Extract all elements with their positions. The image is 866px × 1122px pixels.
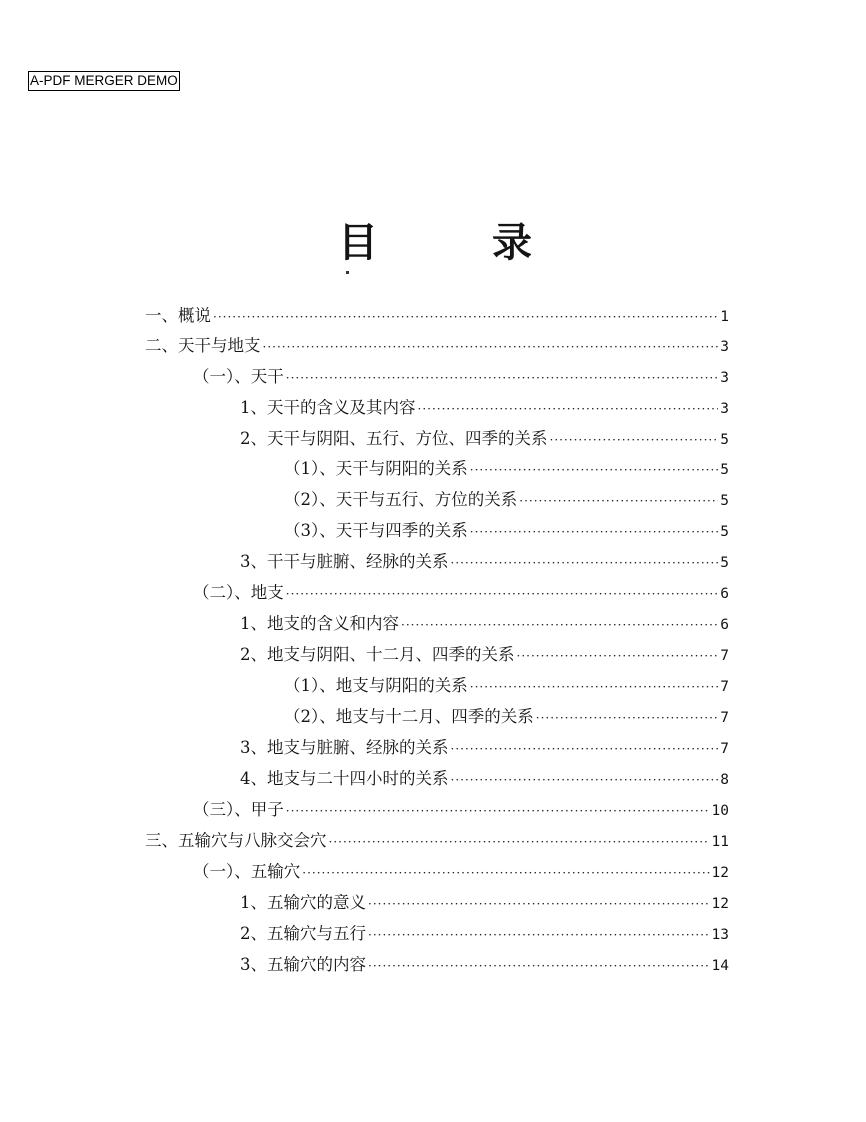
toc-entry-page: 8 bbox=[720, 772, 729, 788]
toc-entry-page: 3 bbox=[720, 401, 729, 417]
toc-leader-dots bbox=[286, 797, 710, 825]
toc-entry-text: （2）、地支与十二月、四季的关系 bbox=[284, 707, 534, 726]
toc-entry-text: 2、天干与阴阳、五行、方位、四季的关系 bbox=[240, 429, 548, 448]
toc-entry-text: （1）、天干与阴阳的关系 bbox=[284, 459, 468, 478]
toc-entry-page: 11 bbox=[711, 834, 729, 850]
toc-leader-dots bbox=[470, 456, 719, 484]
toc-leader-dots bbox=[286, 580, 719, 608]
toc-leader-dots bbox=[451, 766, 719, 794]
toc-entry-page: 3 bbox=[720, 339, 729, 355]
toc-entry-text: （2）、天干与五行、方位的关系 bbox=[284, 490, 518, 509]
toc-entry-text: （一）、五输穴 bbox=[193, 862, 301, 881]
toc-entry-page: 12 bbox=[711, 865, 729, 881]
toc-entry[interactable] bbox=[284, 672, 729, 700]
toc-entry-page: 7 bbox=[720, 679, 729, 695]
toc-entry-text: （一）、天干 bbox=[193, 367, 284, 386]
toc-leader-dots bbox=[329, 828, 710, 856]
toc-entry-page: 7 bbox=[720, 710, 729, 726]
toc-entry[interactable] bbox=[240, 425, 729, 453]
toc-entry[interactable] bbox=[193, 796, 729, 824]
toc-leader-dots bbox=[368, 890, 710, 918]
toc-entry-text: 2、五输穴与五行 bbox=[240, 924, 366, 943]
toc-entry-text: 3、五输穴的内容 bbox=[240, 955, 366, 974]
toc-entry-page: 5 bbox=[720, 462, 729, 478]
toc-entry[interactable] bbox=[193, 363, 729, 391]
toc-entry-text: 4、地支与二十四小时的关系 bbox=[240, 769, 449, 788]
toc-leader-dots bbox=[536, 704, 719, 732]
toc-leader-dots bbox=[368, 921, 710, 949]
toc-entry-text: 3、地支与脏腑、经脉的关系 bbox=[240, 738, 449, 757]
toc-entry-text: 1、天干的含义及其内容 bbox=[240, 398, 416, 417]
toc-entry-page: 12 bbox=[711, 896, 729, 912]
toc-entry-text: （3）、天干与四季的关系 bbox=[284, 521, 468, 540]
toc-entry-text: 2、地支与阴阳、十二月、四季的关系 bbox=[240, 645, 515, 664]
toc-entry[interactable] bbox=[240, 734, 729, 762]
toc-leader-dots bbox=[451, 735, 719, 763]
toc-entry-text: 一、概说 bbox=[145, 306, 211, 325]
toc-entry-page: 5 bbox=[720, 493, 729, 509]
toc-leader-dots bbox=[418, 395, 719, 423]
toc-entry-text: 二、天干与地支 bbox=[145, 336, 261, 355]
toc-leader-dots bbox=[286, 364, 719, 392]
toc-entry-text: 1、地支的含义和内容 bbox=[240, 614, 399, 633]
toc-entry[interactable] bbox=[240, 610, 729, 638]
toc-leader-dots bbox=[263, 333, 719, 361]
toc-leader-dots bbox=[302, 859, 709, 887]
toc-leader-dots bbox=[517, 642, 719, 670]
toc-entry-page: 13 bbox=[711, 927, 729, 943]
toc-leader-dots bbox=[401, 611, 718, 639]
toc-entry-page: 5 bbox=[720, 432, 729, 448]
toc-entry[interactable] bbox=[240, 548, 729, 576]
toc-entry[interactable] bbox=[284, 703, 729, 731]
toc-entry-page: 10 bbox=[711, 803, 729, 819]
title-char-left: 目 bbox=[338, 219, 378, 266]
toc-entry[interactable] bbox=[284, 517, 729, 545]
toc-entry[interactable] bbox=[284, 486, 729, 514]
toc-entry-page: 7 bbox=[720, 741, 729, 757]
toc-entry-text: （1）、地支与阴阳的关系 bbox=[284, 676, 468, 695]
toc-entry-page: 5 bbox=[720, 524, 729, 540]
toc-entry-page: 6 bbox=[720, 586, 729, 602]
toc-entry[interactable] bbox=[193, 858, 729, 886]
toc-entry[interactable] bbox=[240, 765, 729, 793]
toc-entry-page: 7 bbox=[720, 648, 729, 664]
title-char-right: 录 bbox=[492, 219, 532, 266]
toc-leader-dots bbox=[470, 673, 719, 701]
toc-entry[interactable] bbox=[145, 302, 729, 330]
toc-entry-text: 三、五输穴与八脉交会穴 bbox=[145, 831, 327, 850]
watermark-label: A-PDF MERGER DEMO bbox=[28, 71, 180, 91]
toc-leader-dots bbox=[451, 549, 719, 577]
toc-leader-dots bbox=[368, 952, 710, 980]
toc-entry[interactable] bbox=[240, 951, 729, 979]
toc-entry-page: 1 bbox=[720, 309, 729, 325]
toc-entry-page: 6 bbox=[720, 617, 729, 633]
toc-entry[interactable] bbox=[240, 920, 729, 948]
toc-leader-dots bbox=[550, 426, 719, 454]
toc-entry-text: （二）、地支 bbox=[193, 583, 284, 602]
toc-entry[interactable] bbox=[284, 455, 729, 483]
toc-leader-dots bbox=[519, 487, 718, 515]
toc-entry-text: 1、五输穴的意义 bbox=[240, 893, 366, 912]
toc-entry[interactable] bbox=[193, 579, 729, 607]
toc-entry[interactable] bbox=[240, 641, 729, 669]
toc-entry-text: 3、干干与脏腑、经脉的关系 bbox=[240, 552, 449, 571]
toc-entry-page: 5 bbox=[720, 555, 729, 571]
scan-speck bbox=[346, 271, 349, 274]
toc-entry-text: （三）、甲子 bbox=[193, 800, 284, 819]
toc-entry-page: 14 bbox=[711, 958, 729, 974]
toc-leader-dots bbox=[213, 303, 718, 331]
toc-entry-page: 3 bbox=[720, 370, 729, 386]
toc-entry[interactable] bbox=[145, 332, 729, 360]
toc-entry[interactable] bbox=[145, 827, 729, 855]
toc-entry[interactable] bbox=[240, 889, 729, 917]
toc-leader-dots bbox=[470, 518, 719, 546]
toc-entry[interactable] bbox=[240, 394, 729, 422]
